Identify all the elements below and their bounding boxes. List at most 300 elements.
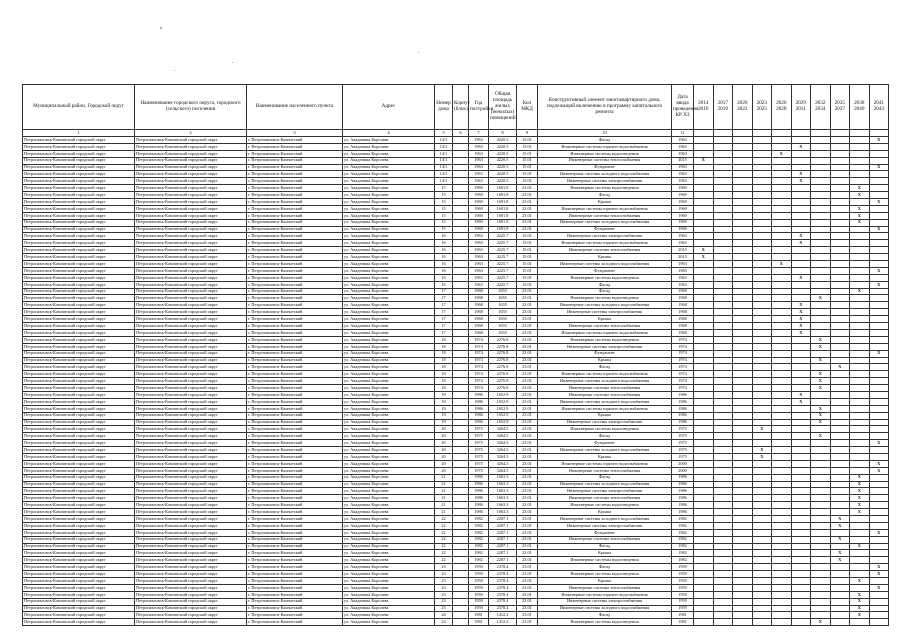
street-cell: ул. Академика Королева [343, 247, 435, 254]
area-cell: 1663.3 [489, 481, 517, 488]
district-cell: Петропавловск-Камчатский городской округ [23, 205, 135, 212]
period-mark-cell [752, 137, 772, 144]
period-mark-cell [791, 474, 811, 481]
element-cell: Крыша [538, 509, 672, 516]
settlement-cell: г. Петропавловск-Камчатский [247, 364, 343, 371]
period-mark-cell [713, 591, 733, 598]
municipality-cell: Петропавловск-Камчатский городской округ [135, 267, 247, 274]
area-cell: 1652.9 [489, 412, 517, 419]
period-mark-cell [869, 502, 889, 509]
period-mark-cell [733, 199, 753, 206]
period-mark-cell [791, 509, 811, 516]
period-mark-cell [791, 591, 811, 598]
house-number-cell: 18 [435, 371, 453, 378]
district-cell: Петропавловск-Камчатский городской округ [23, 426, 135, 433]
period-mark-cell [733, 412, 753, 419]
district-cell: Петропавловск-Камчатский городской округ [23, 460, 135, 467]
period-mark-cell [752, 598, 772, 605]
period-mark-cell [713, 412, 733, 419]
ktd-date-cell: 1969 [672, 226, 694, 233]
block-cell [453, 385, 469, 392]
period-mark-cell: X [850, 598, 870, 605]
build-year-cell: 1959 [469, 598, 489, 605]
ktd-date-cell: 1963 [672, 143, 694, 150]
block-cell [453, 178, 469, 185]
kmkd-cell: 23.01 [517, 474, 538, 481]
block-cell [453, 309, 469, 316]
element-cell: Инженерные системы холодного водоснабжения [538, 447, 672, 454]
district-cell: Петропавловск-Камчатский городской округ [23, 405, 135, 412]
period-mark-cell [713, 495, 733, 502]
house-number-cell: 23 [435, 571, 453, 578]
period-mark-cell: X [830, 557, 850, 564]
area-cell: 4225.7 [489, 247, 517, 254]
settlement-cell: г. Петропавловск-Камчатский [247, 357, 343, 364]
period-mark-cell [811, 192, 831, 199]
block-cell [453, 281, 469, 288]
period-mark-cell [694, 571, 714, 578]
period-mark-cell [772, 192, 792, 199]
table-row [23, 350, 889, 357]
house-number-cell: 16 [435, 247, 453, 254]
street-cell: ул. Академика Королева [343, 302, 435, 309]
period-mark-cell [752, 474, 772, 481]
period-mark-cell [791, 281, 811, 288]
period-mark-cell [850, 343, 870, 350]
element-cell: Крыша [538, 254, 672, 261]
period-mark-cell [811, 329, 831, 336]
period-mark-cell [850, 350, 870, 357]
column-number [694, 130, 714, 137]
table-row [23, 267, 889, 274]
period-mark-cell: X [869, 440, 889, 447]
scan-speck [160, 27, 162, 29]
period-mark-cell: X [811, 412, 831, 419]
district-cell: Петропавловск-Камчатский городской округ [23, 467, 135, 474]
ktd-date-cell: 1986 [672, 405, 694, 412]
element-cell: Фундамент [538, 267, 672, 274]
period-mark-cell [713, 254, 733, 261]
period-mark-cell [772, 474, 792, 481]
house-number-cell: 14/1 [435, 150, 453, 157]
period-mark-cell: X [850, 578, 870, 585]
street-cell: ул. Академика Королева [343, 578, 435, 585]
district-cell: Петропавловск-Камчатский городской округ [23, 515, 135, 522]
period-mark-cell [752, 192, 772, 199]
period-mark-cell [811, 267, 831, 274]
municipality-cell: Петропавловск-Камчатский городской округ [135, 522, 247, 529]
element-cell: Инженерные системы водоотведения [538, 557, 672, 564]
period-mark-cell [694, 233, 714, 240]
house-number-cell: 19 [435, 412, 453, 419]
build-year-cell: 1963 [469, 274, 489, 281]
period-mark-cell [733, 509, 753, 516]
period-mark-cell [713, 205, 733, 212]
period-mark-cell: X [811, 371, 831, 378]
block-cell [453, 571, 469, 578]
period-mark-cell: X [811, 378, 831, 385]
period-mark-cell [713, 247, 733, 254]
kmkd-cell: 15.01 [517, 274, 538, 281]
period-mark-cell [850, 261, 870, 268]
house-number-cell: 18 [435, 336, 453, 343]
kmkd-cell: 23.01 [517, 522, 538, 529]
kmkd-cell: 23.01 [517, 205, 538, 212]
ktd-date-cell: 1968 [672, 309, 694, 316]
municipality-cell: Петропавловск-Камчатский городской округ [135, 447, 247, 454]
period-mark-cell [869, 557, 889, 564]
district-cell: Петропавловск-Камчатский городской округ [23, 288, 135, 295]
municipality-cell: Петропавловск-Камчатский городской округ [135, 426, 247, 433]
period-mark-cell [791, 364, 811, 371]
settlement-cell: г. Петропавловск-Камчатский [247, 502, 343, 509]
period-mark-cell [772, 515, 792, 522]
street-cell: ул. Академика Королева [343, 274, 435, 281]
street-cell: ул. Академика Королева [343, 357, 435, 364]
element-cell: Инженерные системы холодного водоснабжения [538, 481, 672, 488]
period-mark-cell [869, 288, 889, 295]
period-mark-cell [869, 605, 889, 612]
municipality-cell: Петропавловск-Камчатский городской округ [135, 226, 247, 233]
period-mark-cell [811, 529, 831, 536]
period-mark-cell [850, 281, 870, 288]
period-mark-cell [791, 502, 811, 509]
table-row [23, 371, 889, 378]
period-mark-cell [869, 329, 889, 336]
period-mark-cell [791, 137, 811, 144]
house-number-cell: 19 [435, 391, 453, 398]
table-row [23, 605, 889, 612]
table-row [23, 185, 889, 192]
house-number-cell: 17 [435, 323, 453, 330]
period-mark-cell [694, 309, 714, 316]
block-cell [453, 447, 469, 454]
house-number-cell: 18 [435, 385, 453, 392]
ktd-date-cell: 1974 [672, 364, 694, 371]
street-cell: ул. Академика Королева [343, 267, 435, 274]
period-mark-cell [772, 433, 792, 440]
house-number-cell: 17 [435, 309, 453, 316]
period-mark-cell [694, 357, 714, 364]
period-mark-cell [811, 205, 831, 212]
period-mark-cell [752, 343, 772, 350]
table-row [23, 571, 889, 578]
ktd-date-cell: 1974 [672, 350, 694, 357]
table-row [23, 453, 889, 460]
kmkd-cell: 15.01 [517, 178, 538, 185]
settlement-cell: г. Петропавловск-Камчатский [247, 350, 343, 357]
build-year-cell: 1963 [469, 150, 489, 157]
municipality-cell: Петропавловск-Камчатский городской округ [135, 371, 247, 378]
municipality-cell: Петропавловск-Камчатский городской округ [135, 178, 247, 185]
period-mark-cell [830, 543, 850, 550]
period-mark-cell [811, 488, 831, 495]
block-cell [453, 247, 469, 254]
district-cell: Петропавловск-Камчатский городской округ [23, 171, 135, 178]
block-cell [453, 233, 469, 240]
ktd-date-cell: 1986 [672, 412, 694, 419]
element-cell: Инженерные системы водоотведения [538, 185, 672, 192]
ktd-date-cell: 1981 [672, 612, 694, 619]
kmkd-cell: 23.01 [517, 199, 538, 206]
column-number [752, 130, 772, 137]
period-mark-cell: X [752, 453, 772, 460]
period-mark-cell: X [850, 509, 870, 516]
build-year-cell: 1963 [469, 247, 489, 254]
period-mark-cell [752, 398, 772, 405]
house-number-cell: 22 [435, 536, 453, 543]
build-year-cell: 1975 [469, 453, 489, 460]
ktd-date-cell: 1986 [672, 509, 694, 516]
period-mark-cell [811, 578, 831, 585]
header-cell: 2029 2031 [791, 85, 811, 130]
period-mark-cell [811, 219, 831, 226]
period-mark-cell [811, 467, 831, 474]
period-mark-cell [713, 578, 733, 585]
period-mark-cell [850, 157, 870, 164]
period-mark-cell [694, 474, 714, 481]
period-mark-cell [752, 212, 772, 219]
period-mark-cell [791, 261, 811, 268]
block-cell [453, 412, 469, 419]
district-cell: Петропавловск-Камчатский городской округ [23, 137, 135, 144]
period-mark-cell [752, 460, 772, 467]
period-mark-cell: X [811, 357, 831, 364]
period-mark-cell [694, 481, 714, 488]
area-cell: 1655 [489, 302, 517, 309]
period-mark-cell [733, 178, 753, 185]
period-mark-cell [791, 288, 811, 295]
ktd-date-cell: 1959 [672, 591, 694, 598]
period-mark-cell [830, 336, 850, 343]
period-mark-cell [830, 405, 850, 412]
house-number-cell: 14/1 [435, 143, 453, 150]
period-mark-cell [713, 474, 733, 481]
settlement-cell: г. Петропавловск-Камчатский [247, 426, 343, 433]
period-mark-cell [713, 212, 733, 219]
header-cell: Общая площадь жилых (нежилых) помещений [489, 85, 517, 130]
period-mark-cell [850, 274, 870, 281]
period-mark-cell [733, 164, 753, 171]
period-mark-cell [694, 564, 714, 571]
municipality-cell: Петропавловск-Камчатский городской округ [135, 557, 247, 564]
period-mark-cell [830, 412, 850, 419]
kmkd-cell: 23.01 [517, 412, 538, 419]
period-mark-cell [791, 605, 811, 612]
period-mark-cell [830, 619, 850, 626]
street-cell: ул. Академика Королева [343, 261, 435, 268]
area-cell: 2207.1 [489, 536, 517, 543]
house-number-cell: 20 [435, 460, 453, 467]
district-cell: Петропавловск-Камчатский городской округ [23, 233, 135, 240]
period-mark-cell [830, 302, 850, 309]
period-mark-cell [752, 578, 772, 585]
period-mark-cell [752, 261, 772, 268]
period-mark-cell [713, 433, 733, 440]
period-mark-cell: X [869, 350, 889, 357]
settlement-cell: г. Петропавловск-Камчатский [247, 529, 343, 536]
period-mark-cell [752, 536, 772, 543]
period-mark-cell [713, 267, 733, 274]
element-cell: Инженерные системы холодного водоснабжения [538, 219, 672, 226]
period-mark-cell [713, 557, 733, 564]
area-cell: 4220.5 [489, 143, 517, 150]
period-mark-cell [869, 550, 889, 557]
period-mark-cell [869, 178, 889, 185]
period-mark-cell: X [850, 591, 870, 598]
kmkd-cell: 23.01 [517, 571, 538, 578]
area-cell: 2276.8 [489, 336, 517, 343]
table-row [23, 343, 889, 350]
kmkd-cell: 23.01 [517, 453, 538, 460]
period-mark-cell [830, 440, 850, 447]
street-cell: ул. Академика Королева [343, 495, 435, 502]
period-mark-cell [694, 378, 714, 385]
ktd-date-cell: 1969 [672, 219, 694, 226]
district-cell: Петропавловск-Камчатский городской округ [23, 591, 135, 598]
area-cell: 2378.4 [489, 591, 517, 598]
kmkd-cell: 23.01 [517, 364, 538, 371]
header-cell: Кол МКД [517, 85, 538, 130]
period-mark-cell [791, 578, 811, 585]
column-number: 6 [453, 130, 469, 137]
table-row [23, 219, 889, 226]
municipality-cell: Петропавловск-Камчатский городской округ [135, 378, 247, 385]
table-row [23, 619, 889, 626]
settlement-cell: г. Петропавловск-Камчатский [247, 226, 343, 233]
period-mark-cell [791, 226, 811, 233]
area-cell: 2378.4 [489, 584, 517, 591]
ktd-date-cell: 1963 [672, 150, 694, 157]
ktd-date-cell: 1963 [672, 178, 694, 185]
period-mark-cell [830, 267, 850, 274]
municipality-cell: Петропавловск-Камчатский городской округ [135, 419, 247, 426]
period-mark-cell: X [850, 612, 870, 619]
period-mark-cell [869, 316, 889, 323]
period-mark-cell [772, 550, 792, 557]
settlement-cell: г. Петропавловск-Камчатский [247, 329, 343, 336]
period-mark-cell [713, 605, 733, 612]
element-cell: Фасад [538, 612, 672, 619]
house-number-cell: 16 [435, 254, 453, 261]
period-mark-cell [869, 192, 889, 199]
period-mark-cell [791, 412, 811, 419]
period-mark-cell: X [869, 529, 889, 536]
settlement-cell: г. Петропавловск-Камчатский [247, 205, 343, 212]
period-mark-cell [713, 185, 733, 192]
kmkd-cell: 23.01 [517, 598, 538, 605]
element-cell: Инженерные системы горячего водоснабжения [538, 460, 672, 467]
element-cell: Инженерные системы теплоснабжения [538, 323, 672, 330]
period-mark-cell [752, 591, 772, 598]
kmkd-cell: 23.01 [517, 440, 538, 447]
table-row [23, 205, 889, 212]
period-mark-cell [869, 509, 889, 516]
period-mark-cell [830, 529, 850, 536]
period-mark-cell: X [869, 460, 889, 467]
district-cell: Петропавловск-Камчатский городской округ [23, 343, 135, 350]
header-cell: Корпус (блок) [453, 85, 469, 130]
district-cell: Петропавловск-Камчатский городской округ [23, 378, 135, 385]
period-mark-cell: X [791, 309, 811, 316]
repair-program-table [22, 84, 889, 626]
municipality-cell: Петропавловск-Камчатский городской округ [135, 185, 247, 192]
period-mark-cell [694, 205, 714, 212]
period-mark-cell [772, 398, 792, 405]
column-number: 9 [517, 130, 538, 137]
scan-speck [418, 52, 419, 53]
element-cell: Фундамент [538, 164, 672, 171]
period-mark-cell [811, 605, 831, 612]
element-cell: Инженерные системы холодного водоснабжения [538, 302, 672, 309]
street-cell: ул. Академика Королева [343, 426, 435, 433]
period-mark-cell [772, 612, 792, 619]
period-mark-cell [830, 226, 850, 233]
municipality-cell: Петропавловск-Камчатский городской округ [135, 309, 247, 316]
period-mark-cell [694, 150, 714, 157]
period-mark-cell [791, 419, 811, 426]
table-row [23, 137, 889, 144]
column-number: 7 [469, 130, 489, 137]
period-mark-cell [733, 467, 753, 474]
period-mark-cell [850, 584, 870, 591]
period-mark-cell [713, 261, 733, 268]
element-cell: Фасад [538, 474, 672, 481]
kmkd-cell: 15.01 [517, 150, 538, 157]
column-number [772, 130, 792, 137]
period-mark-cell: X [830, 550, 850, 557]
period-mark-cell [869, 233, 889, 240]
settlement-cell: г. Петропавловск-Камчатский [247, 391, 343, 398]
period-mark-cell [733, 433, 753, 440]
street-cell: ул. Академика Королева [343, 391, 435, 398]
kmkd-cell: 23.01 [517, 467, 538, 474]
period-mark-cell [772, 171, 792, 178]
period-mark-cell [791, 247, 811, 254]
element-cell: Инженерные системы холодного водоснабжения [538, 605, 672, 612]
period-mark-cell [811, 323, 831, 330]
period-mark-cell [850, 329, 870, 336]
area-cell: 2207.1 [489, 543, 517, 550]
district-cell: Петропавловск-Камчатский городской округ [23, 212, 135, 219]
header-cell: 2035 2037 [830, 85, 850, 130]
ktd-date-cell: 1986 [672, 502, 694, 509]
ktd-date-cell: 1981 [672, 619, 694, 626]
period-mark-cell: X [811, 343, 831, 350]
period-mark-cell [850, 426, 870, 433]
district-cell: Петропавловск-Камчатский городской округ [23, 543, 135, 550]
kmkd-cell: 23.01 [517, 605, 538, 612]
house-number-cell: 20 [435, 467, 453, 474]
period-mark-cell [811, 515, 831, 522]
period-mark-cell [772, 295, 792, 302]
settlement-cell: г. Петропавловск-Камчатский [247, 612, 343, 619]
period-mark-cell: X [850, 288, 870, 295]
period-mark-cell [850, 164, 870, 171]
period-mark-cell [694, 522, 714, 529]
build-year-cell: 1986 [469, 412, 489, 419]
build-year-cell: 1963 [469, 157, 489, 164]
period-mark-cell [850, 536, 870, 543]
house-number-cell: 24 [435, 619, 453, 626]
block-cell [453, 323, 469, 330]
municipality-cell: Петропавловск-Камчатский городской округ [135, 509, 247, 516]
period-mark-cell [694, 240, 714, 247]
period-mark-cell [830, 233, 850, 240]
district-cell: Петропавловск-Камчатский городской округ [23, 157, 135, 164]
period-mark-cell: X [791, 323, 811, 330]
period-mark-cell [752, 364, 772, 371]
